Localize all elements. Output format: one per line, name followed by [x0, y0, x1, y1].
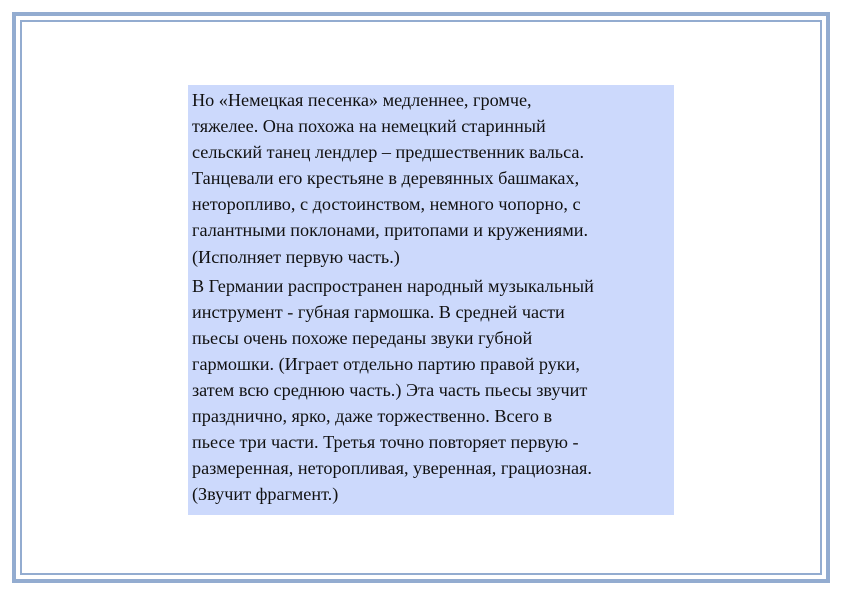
text-line: Но «Немецкая песенка» медленнее, громче, — [192, 90, 532, 110]
text-line: гармошки. (Играет отдельно партию правой руки, — [192, 353, 580, 374]
paragraph-1 — [192, 87, 674, 270]
text-line: пьесе три части. Третья точно повторяет первую - — [192, 432, 579, 453]
text-box — [188, 85, 674, 515]
text-line: В Германии распространен народный музыкальный — [192, 275, 594, 296]
text-line: инструмент - губная гармошка. В средней части — [192, 301, 565, 322]
text-line: размеренная, неторопливая, уверенная, грациозная. — [192, 458, 592, 479]
text-line: пьесы очень похоже переданы звуки губной — [192, 327, 533, 348]
text-line: галантными поклонами, притопами и кружениями. — [192, 220, 589, 241]
text-line: сельский танец лендлер – предшественник вальса. — [192, 142, 585, 163]
text-line: празднично, ярко, даже торжественно. Всего в — [192, 406, 553, 427]
text-line: затем всю среднюю часть.) Эта часть пьесы звучит — [192, 380, 588, 401]
text-line: (Исполняет первую часть.) — [192, 246, 400, 267]
text-line: неторопливо, с достоинством, немного чопорно, с — [192, 194, 581, 215]
text-line: тяжелее. Она похожа на немецкий старинный — [192, 116, 546, 137]
text-line: (Звучит фрагмент.) — [192, 484, 339, 505]
paragraph-2 — [192, 273, 674, 508]
text-line: Танцевали его крестьяне в деревянных башмаках, — [192, 168, 580, 189]
